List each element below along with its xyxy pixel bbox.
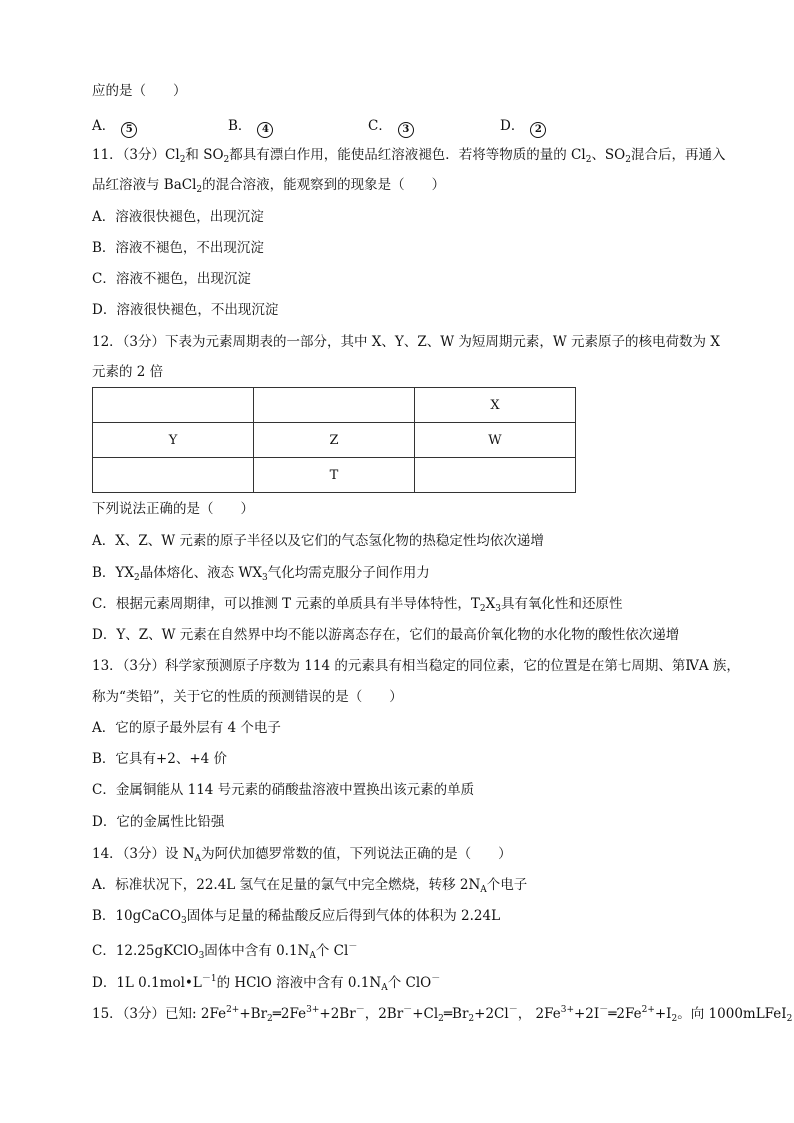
table-cell xyxy=(93,388,254,423)
table-cell: Z xyxy=(253,423,414,458)
prev-option-c[interactable]: C． 3 xyxy=(368,114,414,138)
table-cell: W xyxy=(414,423,575,458)
q11-option-a[interactable]: A．溶液很快褪色，出现沉淀 xyxy=(92,209,264,225)
q13-option-c[interactable]: C．金属铜能从 114 号元素的硝酸盐溶液中置换出该元素的单质 xyxy=(92,782,475,798)
q11-stem-line2: 品红溶液与 BaCl$_2$的混合溶液，能观察到的现象是（ ） xyxy=(92,177,446,195)
q13-option-a[interactable]: A．它的原子最外层有 4 个电子 xyxy=(92,720,281,736)
periodic-table-fragment xyxy=(92,387,576,493)
table-cell xyxy=(93,458,254,493)
q14-option-d[interactable]: D．1L $0.1mol•L^{-1}$的 HClO 溶液中含有 $0.1N_A$个 ClO－ xyxy=(92,974,441,993)
q14-option-a[interactable]: A．标准状况下，22.4L 氢气在足量的氯气中完全燃烧，转移 $2N_A$个电子 xyxy=(92,877,528,895)
prev-option-a[interactable]: A． 5 xyxy=(92,114,137,138)
table-cell xyxy=(414,458,575,493)
q12-option-d[interactable]: D．Y、Z、W 元素在自然界中均不能以游离态存在，它们的最高价氧化物的水化物的酸性依次递增 xyxy=(92,627,680,643)
q12-stem-line1: 12．（3分）下表为元素周期表的一部分，其中 X、Y、Z、W 为短周期元素，W 元素原子的核电荷数为 X xyxy=(92,334,720,350)
circled-number-icon: 5 xyxy=(121,122,137,138)
table-row xyxy=(93,388,576,423)
q13-stem-line2: 称为“类铅”，关于它的性质的预测错误的是（ ） xyxy=(92,689,403,705)
table-row xyxy=(93,458,576,493)
q15-stem: 15．（3分）已知: $2Fe^{2+}+Br_2═2Fe^{3+}+2Br^-$，$2Br^-+Cl_2═Br_2+2Cl^-$， $2Fe^{3+}+2I^-═2Fe^{2+}+I_2$。向 1000mLFeI$_2$ xyxy=(92,1005,793,1024)
q14-option-c[interactable]: C．12.25gKClO$_3$固体中含有 $0.1N_A$个 Cl－ xyxy=(92,942,358,961)
prev-option-b[interactable]: B． 4 xyxy=(228,114,273,138)
q11-option-c[interactable]: C．溶液不褪色，出现沉淀 xyxy=(92,271,251,287)
q13-stem-line1: 13．（3分）科学家预测原子序数为 114 的元素具有相当稳定的同位素，它的位置是在第七周期、第ⅣA 族， xyxy=(92,658,740,674)
circled-number-icon: 2 xyxy=(530,122,546,138)
circled-number-icon: 4 xyxy=(257,122,273,138)
q12-option-b[interactable]: B．$YX_2$晶体熔化、液态 $WX_3$气化均需克服分子间作用力 xyxy=(92,565,430,583)
q11-option-b[interactable]: B．溶液不褪色，不出现沉淀 xyxy=(92,240,264,256)
table-cell: T xyxy=(253,458,414,493)
q12-option-a[interactable]: A．X、Z、W 元素的原子半径以及它们的气态氢化物的热稳定性均依次递增 xyxy=(92,533,544,549)
q13-option-d[interactable]: D．它的金属性比铅强 xyxy=(92,814,225,830)
q12-option-c[interactable]: C．根据元素周期律，可以推测 T 元素的单质具有半导体特性，$T_2X_3$具有氧化性和还原性 xyxy=(92,596,623,614)
table-cell xyxy=(253,388,414,423)
q13-option-b[interactable]: B．它具有+2、+4 价 xyxy=(92,751,228,767)
circled-number-icon: 3 xyxy=(398,122,414,138)
table-row xyxy=(93,423,576,458)
q14-stem: 14．（3分）设 $N_A$为阿伏加德罗常数的值，下列说法正确的是（ ） xyxy=(92,846,512,864)
table-cell: Y xyxy=(93,423,254,458)
q11-stem-line1: 11．（3分）$Cl_2$和 $SO_2$都具有漂白作用，能使品红溶液褪色．若将等物质的量的 $Cl_2$、$SO_2$混合后，再通入 xyxy=(92,147,726,165)
q12-stem-line2: 元素的 2 倍 xyxy=(92,364,164,380)
prev-option-d[interactable]: D． 2 xyxy=(500,114,546,138)
table-cell: X xyxy=(414,388,575,423)
prev-question-tail: 应的是（ ） xyxy=(92,83,187,99)
q11-option-d[interactable]: D．溶液很快褪色，不出现沉淀 xyxy=(92,302,279,318)
prev-options xyxy=(92,114,572,136)
q14-option-b[interactable]: B．10gCaCO$_3$固体与足量的稀盐酸反应后得到气体的体积为 2.24L xyxy=(92,908,501,926)
q12-prompt: 下列说法正确的是（ ） xyxy=(92,501,254,517)
